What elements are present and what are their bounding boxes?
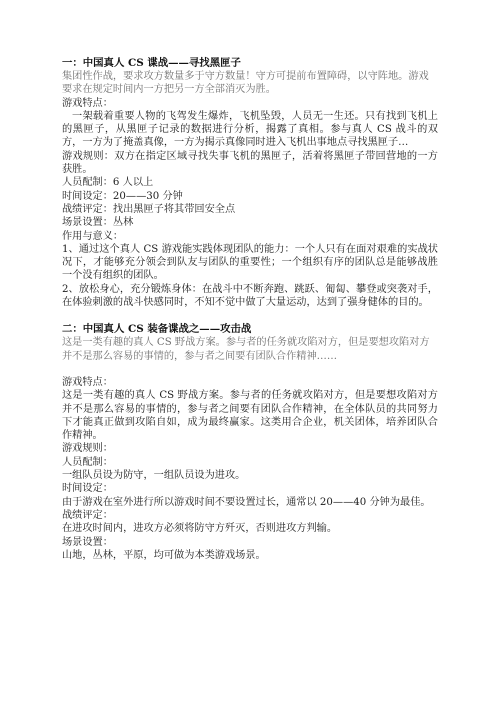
section-lead: 这是一类有趣的真人 CS 野战方案。参与者的任务就攻陷对方，但是要想攻陷对方并不是那么容易的事情的，参与者之间要有团队合作精神……: [62, 337, 430, 362]
paragraph-gap: [62, 363, 438, 376]
body-line: 时间设定：: [62, 483, 113, 495]
document-page: [62, 56, 438, 562]
body-line: 游戏特点：: [62, 97, 113, 109]
section-cs-attack: [62, 322, 438, 562]
section-gap: [62, 309, 438, 322]
body-line: 场景设置：丛林: [62, 217, 134, 229]
body-line: 游戏规则：双方在指定区域寻找失事飞机的黑匣子，活着将黑匣子带回营地的一方获胜。: [62, 150, 438, 176]
body-line: 作用与意义：: [62, 230, 124, 242]
body-paragraph: 2、放松身心，充分锻炼身体：在战斗中不断奔跑、跳跃、匍匐、攀登或突袭对手，在体验刺激的战斗快感同时，不知不觉中做了大量运动，达到了强身健体的目的。: [62, 283, 438, 309]
body-line: 人员配制：6 人以上: [62, 177, 154, 189]
body-line: 战绩评定：: [62, 509, 113, 521]
body-paragraph: 由于游戏在室外进行所以游戏时间不要设置过长，通常以 20——40 分钟为最佳。: [62, 496, 431, 508]
body-line: 时间设定：20——30 分钟: [62, 190, 183, 202]
body-line: 游戏规则：: [62, 443, 113, 455]
body-line: 游戏特点：: [62, 376, 113, 388]
body-line: 在进攻时间内，进攻方必须将防守方歼灭，否则进攻方判输。: [62, 523, 338, 535]
body-paragraph: 一架载着重要人物的飞驾发生爆炸，飞机坠毁，人员无一生还。只有找到飞机上的黑匣子，从黑匣子记录的数据进行分析，揭露了真相。参与真人 CS 战斗的双方，一方为了掩盖真像，一方为揭示真像同时进入飞机出事地点寻找黑匣子…: [62, 110, 438, 149]
section-cs-black-box: [62, 56, 438, 309]
body-line: 场景设置：: [62, 536, 113, 548]
section-lead: 集团性作战，要求攻方数量多于守方数量！守方可提前布置障碍，以守阵地。游戏要求在规定时间内一方把另一方全部消灭为胜。: [62, 71, 429, 96]
section-title: 一：中国真人 CS 谍战——寻找黑匣子: [62, 57, 241, 69]
section-title: 二：中国真人 CS 装备谍战之——攻击战: [62, 323, 252, 336]
body-paragraph: 1、通过这个真人 CS 游戏能实践体现团队的能力：一个人只有在面对艰难的实战状况下，才能够充分领会到队友与团队的重要性；一个组织有序的团队总是能够战胜一个没有组织的团队。: [62, 243, 438, 282]
body-line: 一组队员设为防守，一组队员设为进攻。: [62, 470, 246, 482]
body-paragraph: 这是一类有趣的真人 CS 野战方案。参与者的任务就攻陷对方，但是要想攻陷对方并不是那么容易的事情的，参与者之间要有团队合作精神，在全体队员的共同努力下才能真正做到攻陷自如，成为最终赢家。这类用合企业，机关团体，培养团队合作精神。: [62, 390, 438, 442]
body-line: 人员配制：: [62, 456, 113, 468]
body-line: 山地，丛林，平原，均可做为本类游戏场景。: [62, 549, 266, 561]
body-line: 战绩评定：找出黑匣子将其带回安全点: [62, 203, 236, 215]
